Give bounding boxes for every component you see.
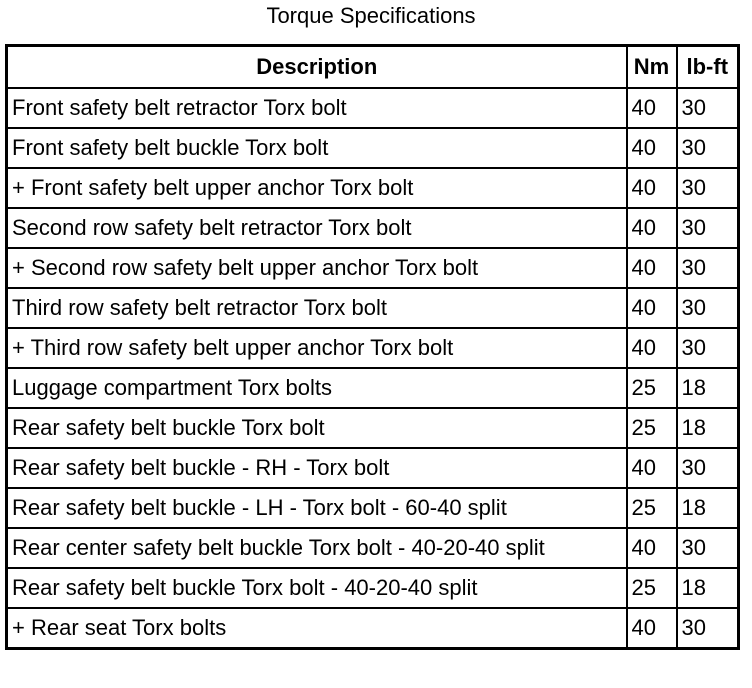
cell-lbft: 18 [677, 408, 739, 448]
table-row [7, 168, 739, 208]
torque-specifications-table [5, 44, 740, 650]
cell-lbft: 30 [677, 128, 739, 168]
cell-lbft: 18 [677, 568, 739, 608]
cell-description: + Rear seat Torx bolts [7, 608, 627, 649]
cell-lbft: 30 [677, 608, 739, 649]
table-row [7, 608, 739, 649]
page-title: Torque Specifications [266, 3, 476, 28]
cell-description: + Third row safety belt upper anchor Torx bolt [7, 328, 627, 368]
cell-lbft: 18 [677, 488, 739, 528]
cell-description: Luggage compartment Torx bolts [7, 368, 627, 408]
cell-description: Front safety belt buckle Torx bolt [7, 128, 627, 168]
cell-lbft: 30 [677, 288, 739, 328]
table-row [7, 368, 739, 408]
table-row [7, 208, 739, 248]
cell-lbft: 18 [677, 368, 739, 408]
cell-description: + Second row safety belt upper anchor Torx bolt [7, 248, 627, 288]
table-row [7, 128, 739, 168]
table-header-row [7, 46, 739, 89]
cell-lbft: 30 [677, 88, 739, 128]
cell-description: Rear safety belt buckle - LH - Torx bolt - 60-40 split [7, 488, 627, 528]
cell-description: Rear safety belt buckle - RH - Torx bolt [7, 448, 627, 488]
cell-nm: 25 [627, 408, 677, 448]
table-row [7, 488, 739, 528]
cell-description: Rear safety belt buckle Torx bolt - 40-20-40 split [7, 568, 627, 608]
cell-nm: 25 [627, 488, 677, 528]
cell-nm: 40 [627, 288, 677, 328]
cell-lbft: 30 [677, 528, 739, 568]
cell-nm: 40 [627, 128, 677, 168]
cell-lbft: 30 [677, 208, 739, 248]
table-row [7, 248, 739, 288]
table-row [7, 448, 739, 488]
cell-lbft: 30 [677, 448, 739, 488]
cell-nm: 25 [627, 568, 677, 608]
cell-nm: 40 [627, 448, 677, 488]
cell-description: Third row safety belt retractor Torx bolt [7, 288, 627, 328]
cell-nm: 25 [627, 368, 677, 408]
cell-nm: 40 [627, 248, 677, 288]
cell-lbft: 30 [677, 168, 739, 208]
cell-nm: 40 [627, 88, 677, 128]
cell-description: Rear safety belt buckle Torx bolt [7, 408, 627, 448]
cell-nm: 40 [627, 528, 677, 568]
cell-description: + Front safety belt upper anchor Torx bolt [7, 168, 627, 208]
cell-nm: 40 [627, 328, 677, 368]
table-row [7, 288, 739, 328]
cell-lbft: 30 [677, 328, 739, 368]
cell-description: Second row safety belt retractor Torx bolt [7, 208, 627, 248]
header-lbft: lb-ft [677, 46, 739, 89]
cell-nm: 40 [627, 208, 677, 248]
table-row [7, 408, 739, 448]
header-description: Description [7, 46, 627, 89]
table-row [7, 568, 739, 608]
table-row [7, 328, 739, 368]
cell-description: Front safety belt retractor Torx bolt [7, 88, 627, 128]
cell-nm: 40 [627, 608, 677, 649]
cell-description: Rear center safety belt buckle Torx bolt - 40-20-40 split [7, 528, 627, 568]
header-nm: Nm [627, 46, 677, 89]
table-row [7, 88, 739, 128]
cell-nm: 40 [627, 168, 677, 208]
table-row [7, 528, 739, 568]
cell-lbft: 30 [677, 248, 739, 288]
